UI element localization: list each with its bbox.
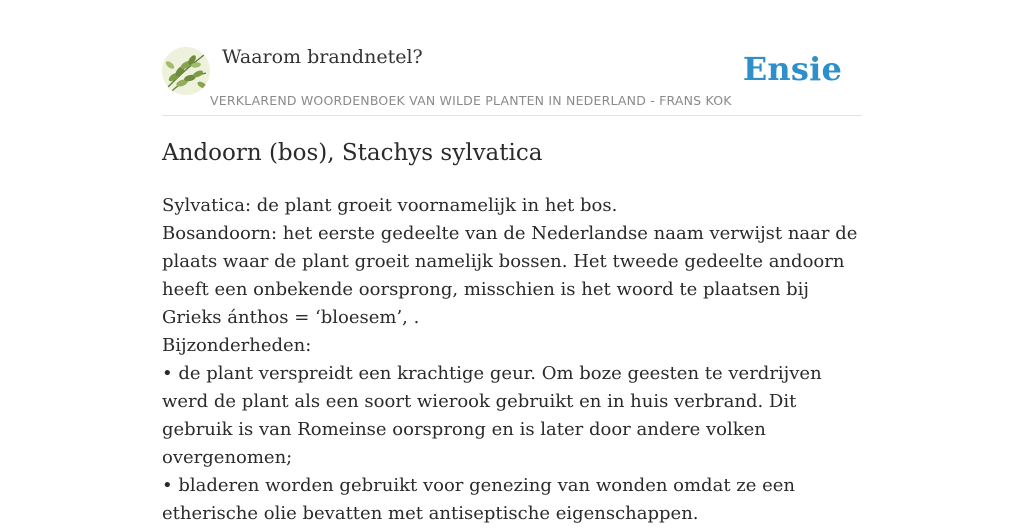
entry-title: Andoorn (bos), Stachys sylvatica <box>162 140 543 166</box>
page <box>162 0 862 524</box>
header-divider <box>162 115 862 116</box>
plant-leaves-icon <box>162 47 210 95</box>
brand-logo[interactable]: Ensie <box>742 50 842 88</box>
entry-paragraph: Bosandoorn: het eerste gedeelte van de Nederlandse naam verwijst naar de plaats waar de plant groeit namelijk bossen. Het tweede gedeelte andoorn heeft een onbekende oorsprong, misschien is het woord te plaatsen bij Grieks ánthos = ‘bloesem’, . <box>162 223 858 328</box>
book-avatar[interactable] <box>162 47 210 95</box>
entry-paragraph: • de plant verspreidt een krachtige geur. Om boze geesten te verdrijven werd de plant als een soort wierook gebruikt en in huis verbrand. Dit gebruik is van Romeinse oorsprong en is later door andere volken overgenomen; <box>162 363 822 468</box>
entry-paragraph: Bijzonderheden: <box>162 335 312 356</box>
entry-body <box>162 192 862 528</box>
entry-paragraph: Sylvatica: de plant groeit voornamelijk in het bos. <box>162 195 618 216</box>
book-subtitle[interactable]: VERKLAREND WOORDENBOEK VAN WILDE PLANTEN IN NEDERLAND - FRANS KOK <box>210 93 732 108</box>
book-title[interactable]: Waarom brandnetel? <box>222 46 423 68</box>
entry-paragraph: • bladeren worden gebruikt voor genezing van wonden omdat ze een etherische olie bevatten met antiseptische eigenschappen. <box>162 475 796 524</box>
